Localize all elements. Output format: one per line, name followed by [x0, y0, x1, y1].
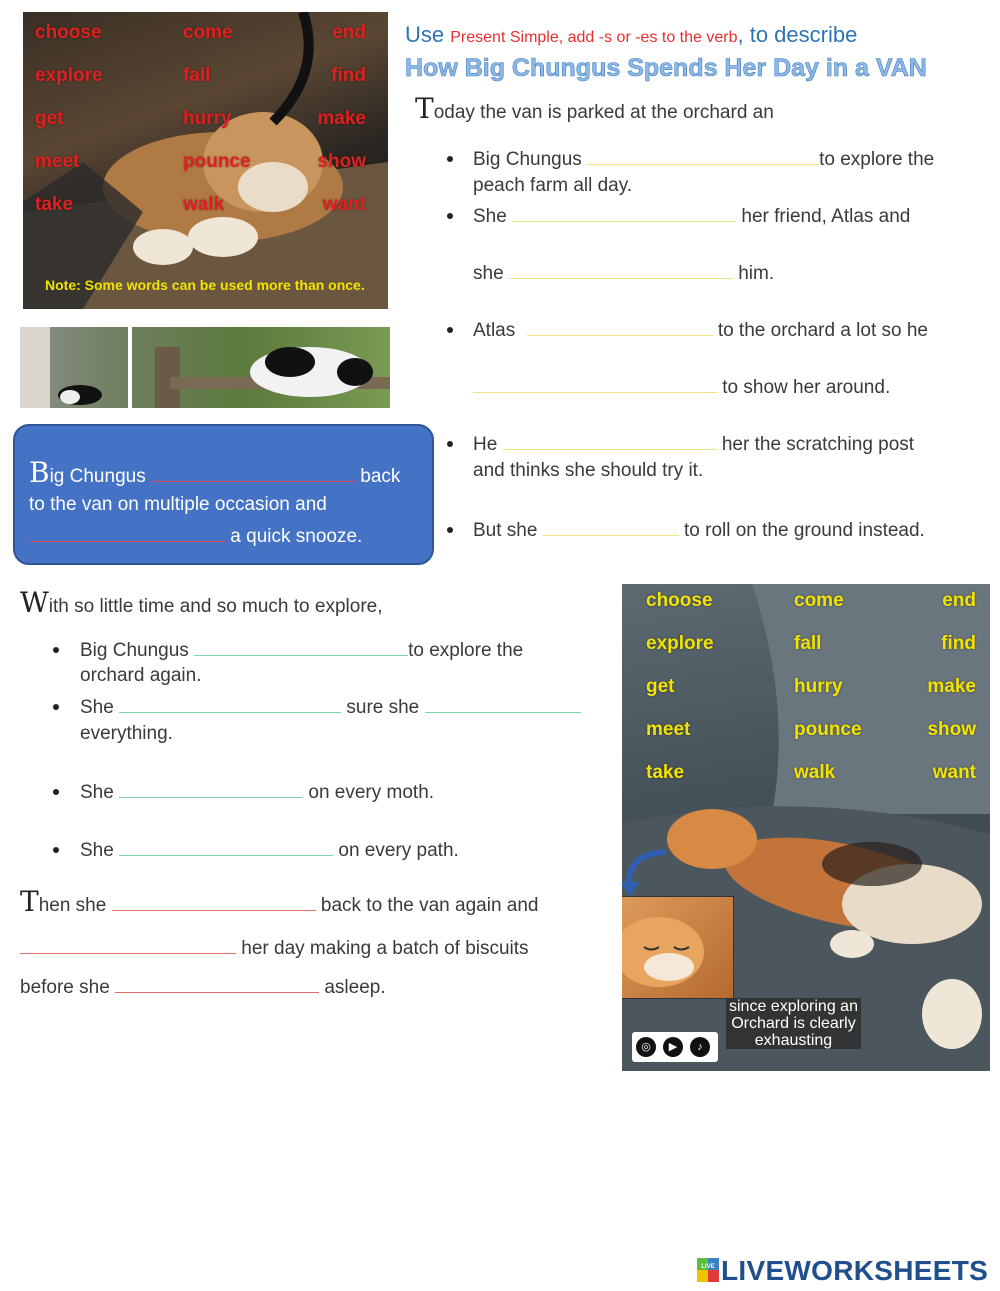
word-bank-word: get: [646, 676, 675, 697]
bullet: [447, 213, 453, 219]
word-bank-word: end: [942, 590, 976, 611]
part1-item-6-before: He: [473, 434, 498, 455]
word-bank-word: walk: [794, 762, 836, 783]
blank-7[interactable]: [543, 517, 679, 536]
part1-item-4-before: Atlas: [473, 320, 516, 341]
word-bank-word: fall: [183, 65, 211, 86]
part1-item-7-before: But she: [473, 520, 538, 541]
word-bank-word: make: [317, 108, 366, 129]
caption-line-1: since exploring an: [726, 998, 861, 1015]
word-bank-word: take: [35, 194, 74, 215]
part2-intro-text: ith so little time and so much to explore,: [48, 596, 383, 617]
part2-item-3-after: on every moth.: [308, 782, 435, 803]
part1-item-6-after: her the scratching post: [721, 434, 915, 455]
word-bank-word: pounce: [183, 151, 251, 172]
part2-intro: [20, 586, 383, 619]
part2-item-1-after: to explore the: [408, 640, 524, 661]
word-bank-word: pounce: [794, 719, 862, 740]
part1-item-1-after: to explore the: [819, 149, 935, 170]
word-bank-yellow: [622, 584, 990, 804]
part2-item-1-cont: orchard again.: [80, 665, 202, 686]
part2-item-3-before: She: [80, 782, 114, 803]
part2-item-4-after: on every path.: [338, 840, 459, 861]
cat-face-illustration: [622, 897, 733, 998]
bullet: [53, 847, 59, 853]
part1-item-7: [473, 517, 925, 542]
bullet: [53, 704, 59, 710]
part1-item-7-after: to roll on the ground instead.: [684, 520, 925, 541]
part2-item-4: [80, 837, 459, 862]
use-word: Use: [405, 22, 445, 47]
arrow-icon: [622, 844, 676, 904]
blank-14[interactable]: [119, 837, 333, 856]
part1-item-1-cont: peach farm all day.: [473, 175, 633, 196]
then-dropcap: T: [20, 885, 39, 918]
caption-line-3: exhausting: [726, 1032, 861, 1049]
blue-box-l1-after: back: [360, 466, 401, 487]
to-describe-text: , to describe: [737, 22, 858, 47]
part1-item-3-before: she: [473, 263, 504, 284]
social-icons: [632, 1032, 718, 1062]
word-bank-photo-top: [23, 12, 388, 309]
word-bank-word: get: [35, 108, 64, 129]
word-bank-photo-bottom: [622, 584, 990, 1071]
part1-item-1-before: Big Chungus: [473, 149, 582, 170]
page-title: How Big Chungus Spends Her Day in a VAN: [405, 54, 927, 82]
word-bank-word: fall: [794, 633, 822, 654]
word-bank-word: hurry: [794, 676, 843, 697]
blank-12[interactable]: [425, 694, 581, 713]
cats-outdoor-illustration: [20, 327, 390, 408]
part2-item-2-cont: everything.: [80, 723, 173, 744]
word-bank-word: hurry: [183, 108, 232, 129]
blank-8[interactable]: [151, 463, 355, 482]
part1-item-5: [473, 374, 890, 399]
part1-item-2: [473, 203, 910, 228]
blank-15[interactable]: [112, 892, 316, 911]
bullet: [53, 789, 59, 795]
blank-1[interactable]: [587, 146, 819, 165]
bullet: [447, 327, 453, 333]
part1-item-1: [473, 146, 934, 171]
blue-box-line-2: to the van on multiple occasion and: [29, 494, 327, 515]
bullet: [447, 527, 453, 533]
word-bank-word: meet: [35, 151, 80, 172]
caption: [726, 998, 861, 1049]
part1-item-4-after: to the orchard a lot so he: [717, 320, 928, 341]
part2-item-2: [80, 694, 581, 719]
part1-item-3: [473, 260, 774, 285]
part1-item-2-before: She: [473, 206, 507, 227]
blank-13[interactable]: [119, 779, 303, 798]
word-bank-word: find: [941, 633, 976, 654]
intro-dropcap: T: [415, 92, 434, 125]
part1-item-4: [473, 317, 928, 342]
word-bank-word: take: [646, 762, 685, 783]
blank-9[interactable]: [29, 523, 225, 542]
blank-16[interactable]: [20, 935, 236, 954]
part1-item-6: [473, 431, 914, 456]
blank-6[interactable]: [503, 431, 717, 450]
part1-item-6-cont: and thinks she should try it.: [473, 460, 704, 481]
part2-item-4-before: She: [80, 840, 114, 861]
bullet: [53, 647, 59, 653]
blank-3[interactable]: [509, 260, 733, 279]
logo-text[interactable]: LIVEWORKSHEETS: [721, 1255, 989, 1286]
intro-text: oday the van is parked at the orchard an: [433, 102, 774, 123]
blue-box: [13, 424, 434, 565]
then-l1-after: back to the van again and: [320, 895, 539, 916]
word-bank-word: come: [794, 590, 844, 611]
blank-10[interactable]: [194, 637, 408, 656]
word-bank-word: choose: [35, 22, 102, 43]
logo-badge: [697, 1258, 719, 1282]
blank-5[interactable]: [473, 374, 717, 393]
word-bank-word: find: [331, 65, 366, 86]
part1-item-3-after: him.: [738, 263, 775, 284]
then-l2-after: her day making a batch of biscuits: [241, 938, 529, 959]
word-bank-word: choose: [646, 590, 713, 611]
part2-item-1-before: Big Chungus: [80, 640, 189, 661]
part2-item-2-middle: sure she: [346, 697, 420, 718]
word-bank-red: [23, 12, 388, 309]
blue-box-l1-before: ig Chungus: [49, 466, 146, 487]
then-l3-after: asleep.: [324, 977, 386, 998]
instruction-text: Present Simple, add -s or -es to the verb: [450, 29, 738, 46]
part1-item-2-after: her friend, Atlas and: [741, 206, 911, 227]
blue-box-line-3: [29, 523, 362, 548]
blank-4[interactable]: [527, 317, 713, 336]
word-bank-word: explore: [35, 65, 103, 86]
tiktok-icon: ♪: [690, 1037, 710, 1057]
word-bank-word: walk: [183, 194, 225, 215]
word-bank-word: want: [322, 194, 366, 215]
blank-2[interactable]: [512, 203, 736, 222]
word-bank-word: meet: [646, 719, 691, 740]
instagram-icon: ◎: [636, 1037, 656, 1057]
word-bank-note: Note: Some words can be used more than once.: [45, 277, 365, 293]
bullet: [447, 441, 453, 447]
instruction-line: [405, 22, 857, 48]
word-bank-word: make: [927, 676, 976, 697]
caption-line-2: Orchard is clearly: [726, 1015, 861, 1032]
then-l3-before: before she: [20, 977, 110, 998]
word-bank-word: show: [317, 151, 366, 172]
then-line-1: [20, 885, 538, 918]
word-bank-word: want: [932, 762, 976, 783]
cat-face-inset: [622, 896, 734, 999]
then-line-2: [20, 935, 529, 960]
blue-box-dropcap: B: [29, 456, 50, 489]
youtube-icon: ▶: [663, 1037, 683, 1057]
part2-item-1: [80, 637, 523, 662]
word-bank-word: end: [332, 22, 366, 43]
part1-item-5-after: to show her around.: [722, 377, 891, 398]
blue-box-line-1: [29, 456, 400, 489]
cats-outdoor-photo: [20, 327, 390, 408]
then-l1-before: hen she: [38, 895, 107, 916]
word-bank-word: show: [927, 719, 976, 740]
part2-item-2-before: She: [80, 697, 114, 718]
bullet: [447, 156, 453, 162]
part2-dropcap: W: [20, 586, 49, 619]
part2-item-3: [80, 779, 434, 804]
word-bank-word: explore: [646, 633, 714, 654]
then-line-3: [20, 974, 386, 999]
blank-11[interactable]: [119, 694, 341, 713]
word-bank-word: come: [183, 22, 233, 43]
blank-17[interactable]: [115, 974, 319, 993]
logo-badge-text: LIVE: [701, 1264, 715, 1270]
blue-box-l3-after: a quick snooze.: [230, 526, 363, 547]
intro-line: [415, 92, 774, 125]
